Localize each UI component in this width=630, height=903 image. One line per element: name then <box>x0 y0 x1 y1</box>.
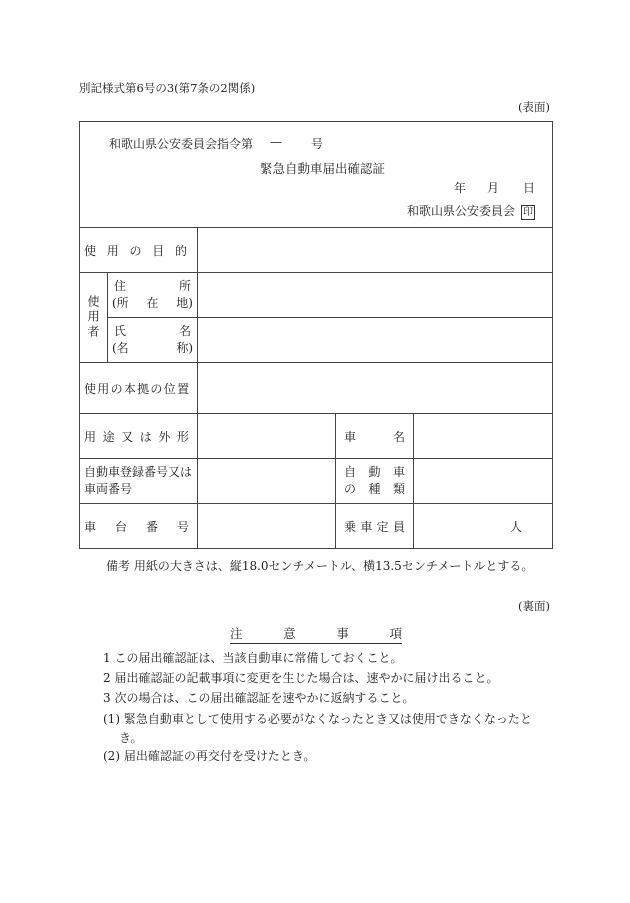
capacity-value <box>414 504 553 549</box>
caution-title-char: 項 <box>389 626 402 641</box>
certificate-title: 緊急自動車届出確認証 <box>260 161 386 176</box>
use-shape-label-cell <box>80 414 198 459</box>
back-side-label: (裏面) <box>518 599 550 613</box>
front-side-label: (表面) <box>518 100 550 114</box>
vehicle-name-label-cell <box>336 414 414 459</box>
caution-title <box>230 624 402 644</box>
chassis-label-cell <box>80 504 198 549</box>
capacity-unit: 人 <box>510 519 523 534</box>
designation-dash: — <box>270 135 282 149</box>
name-label: 氏 名 <box>114 324 191 338</box>
base-label-cell <box>80 363 198 414</box>
base-label: 使 用 の 本 拠 の 位 置 <box>84 381 189 396</box>
name-sub-label: (名 称) <box>112 341 193 355</box>
date-day: 日 <box>523 181 536 195</box>
caution-item-3: 3 次の場合は、この届出確認証を速やかに返納すること。 <box>103 691 415 705</box>
caution-item-2: 2 届出確認証の記載事項に変更を生じた場合は、速やかに届け出ること。 <box>103 671 499 685</box>
purpose-label: 使 用 の 目 的 <box>84 243 187 258</box>
capacity-label-cell <box>336 504 414 549</box>
user-label-cell <box>80 273 108 363</box>
issuer-name: 和歌山県公安委員会 <box>407 204 516 218</box>
caution-title-char: 注 <box>230 626 243 641</box>
capacity-label: 乗 車 定 員 <box>344 519 405 534</box>
vehicle-type-value <box>414 459 553 504</box>
vehicle-name-label: 車 名 <box>344 429 405 444</box>
address-value <box>198 273 553 318</box>
vehicle-type-label-line2: の 種 類 <box>344 482 405 496</box>
name-value <box>198 318 553 363</box>
base-value <box>198 363 553 414</box>
vehicle-name-value <box>414 414 553 459</box>
name-label-cell <box>108 318 198 363</box>
caution-item-1: 1 この届出確認証は、当該自動車に常備しておくこと。 <box>103 651 403 665</box>
seal-mark: 印 <box>523 207 534 218</box>
caution-subitem-2: (2) 届出確認証の再交付を受けたとき。 <box>103 749 316 763</box>
purpose-label-cell <box>80 228 198 273</box>
designation-prefix: 和歌山県公安委員会指令第 <box>109 137 254 151</box>
vehicle-type-label-line1: 自 動 車 <box>344 465 405 479</box>
vehicle-type-label-cell <box>336 459 414 504</box>
date-month: 月 <box>487 181 500 195</box>
purpose-value <box>198 228 553 273</box>
form-number: 別記様式第6号の3(第7条の2関係) <box>79 81 256 95</box>
registration-value <box>198 459 336 504</box>
chassis-label: 車 台 番 号 <box>84 519 189 534</box>
user-label: 使用者 <box>86 295 100 340</box>
registration-label-line2: 車両番号 <box>84 482 133 496</box>
caution-subitem-1-cont: き。 <box>119 731 143 745</box>
chassis-value <box>198 504 336 549</box>
caution-subitem-1: (1) 緊急自動車として使用する必要がなくなったとき又は使用できなくなったと <box>103 712 532 726</box>
use-shape-value <box>198 414 336 459</box>
registration-label-cell <box>80 459 198 504</box>
address-label-cell <box>108 273 198 318</box>
caution-title-char: 意 <box>283 626 296 641</box>
issuer-block <box>407 202 535 220</box>
date-year: 年 <box>454 181 467 195</box>
address-label: 住 所 <box>114 279 191 293</box>
registration-label-line1: 自動車登録番号又は <box>84 465 193 479</box>
designation-suffix: 号 <box>311 137 324 151</box>
caution-title-char: 事 <box>336 626 349 641</box>
use-shape-label: 用 途 又 は 外 形 <box>84 429 189 444</box>
certificate-form-table <box>79 121 553 549</box>
certificate-header-cell <box>80 122 553 228</box>
address-sub-label: (所 在 地) <box>112 296 193 310</box>
remark-note: 備考 用紙の大きさは、縦18.0センチメートル、横13.5センチメートルとする。 <box>106 559 534 573</box>
